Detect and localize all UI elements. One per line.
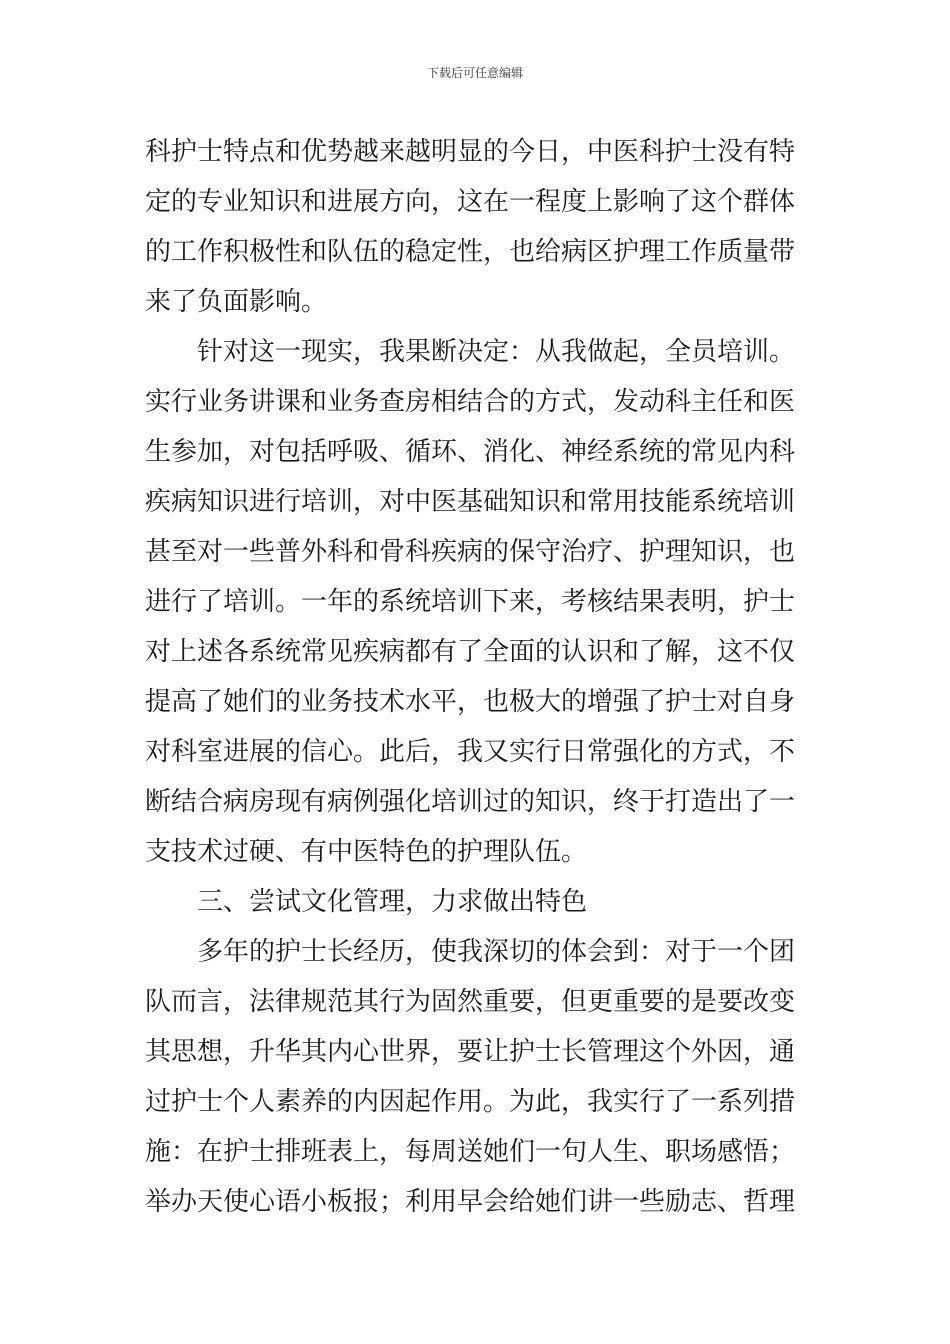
text-line: 断结合病房现有病例强化培训过的知识，终于打造出了一 [145, 787, 796, 817]
text-line: 提高了她们的业务技术水平，也极大的增强了护士对自身 [145, 687, 796, 717]
section-heading: 三、尝试文化管理，力求做出特色 [145, 887, 588, 917]
text-line: 定的专业知识和进展方向，这在一程度上影响了这个群体 [145, 187, 796, 217]
page-header: 下载后可任意编辑 [426, 66, 523, 80]
text-line: 实行业务讲课和业务查房相结合的方式，发动科主任和医 [145, 387, 796, 417]
text-line: 队而言，法律规范其行为固然重要，但更重要的是要改变 [145, 987, 796, 1017]
text-line: 举办天使心语小板报；利用早会给她们讲一些励志、哲理 [145, 1187, 796, 1217]
text-line: 针对这一现实，我果断决定：从我做起，全员培训。 [145, 337, 796, 367]
text-line: 施：在护士排班表上，每周送她们一句人生、职场感悟； [145, 1137, 796, 1167]
text-line: 科护士特点和优势越来越明显的今日，中医科护士没有特 [145, 137, 796, 167]
body-text [145, 127, 805, 1227]
text-line: 其思想，升华其内心世界，要让护士长管理这个外因，通 [145, 1037, 796, 1067]
text-line: 来了负面影响。 [145, 287, 328, 317]
text-line: 支技术过硬、有中医特色的护理队伍。 [145, 837, 588, 867]
text-line: 多年的护士长经历，使我深切的体会到：对于一个团 [145, 937, 796, 967]
text-line: 对上述各系统常见疾病都有了全面的认识和了解，这不仅 [145, 637, 796, 667]
text-line: 过护士个人素养的内因起作用。为此，我实行了一系列措 [145, 1087, 796, 1117]
text-line: 疾病知识进行培训，对中医基础知识和常用技能系统培训 [145, 487, 796, 517]
text-line: 进行了培训。一年的系统培训下来，考核结果表明，护士 [145, 587, 796, 617]
text-line: 的工作积极性和队伍的稳定性，也给病区护理工作质量带 [145, 237, 796, 267]
text-line: 生参加，对包括呼吸、循环、消化、神经系统的常见内科 [145, 437, 796, 467]
text-line: 甚至对一些普外科和骨科疾病的保守治疗、护理知识，也 [145, 537, 796, 567]
text-line: 对科室进展的信心。此后，我又实行日常强化的方式，不 [145, 737, 796, 767]
